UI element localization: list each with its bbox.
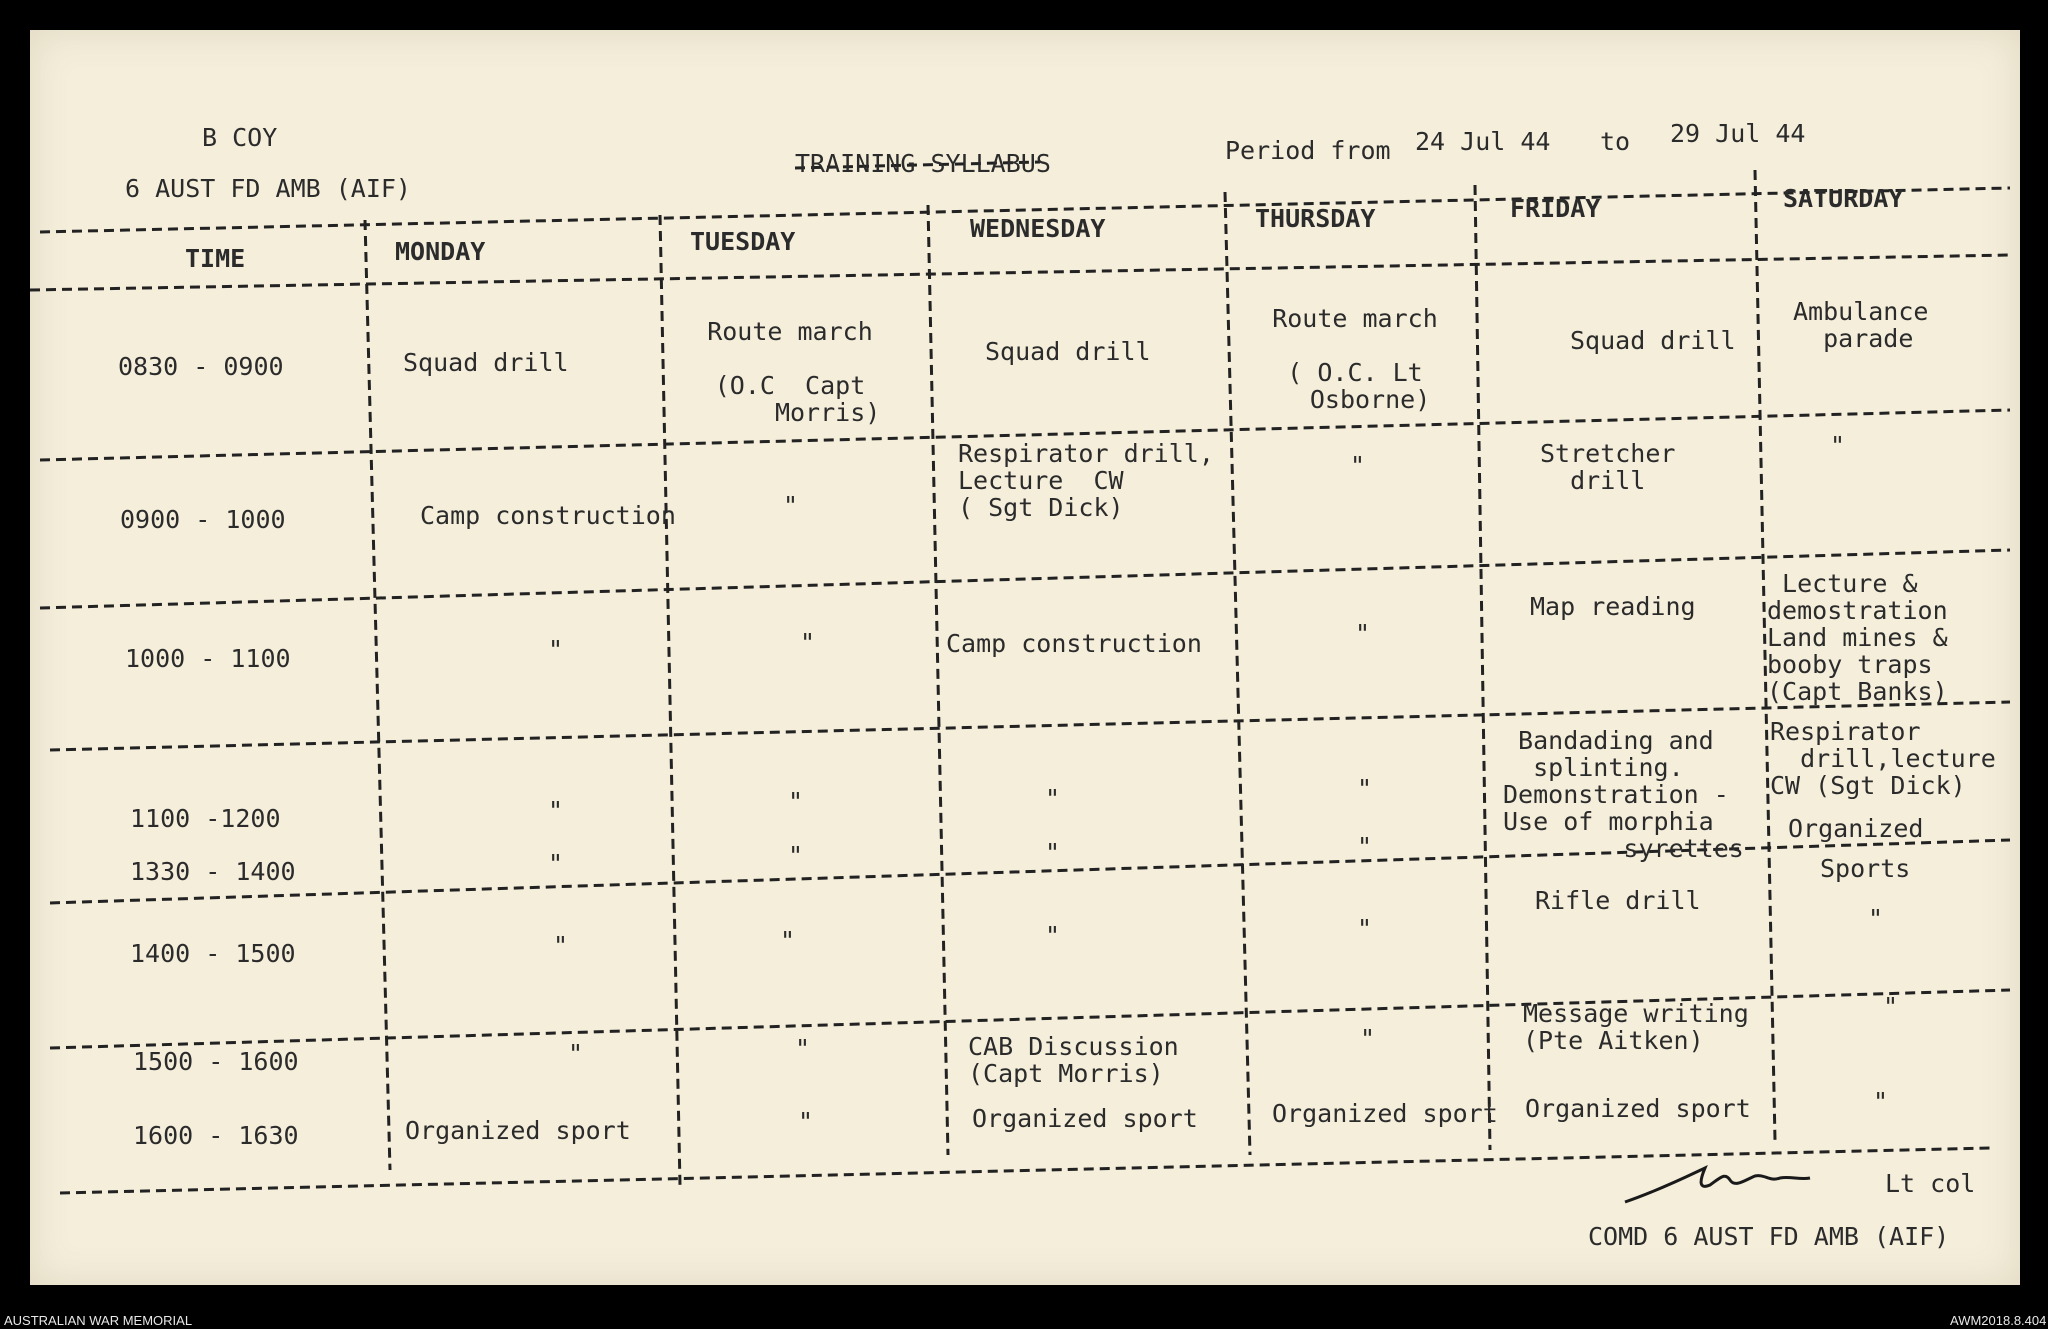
period-to: to: [1600, 127, 1631, 156]
cell-thursday-0830: Route march ( O.C. Lt Osborne): [1272, 304, 1438, 414]
ditto-mark: ": [1045, 784, 1061, 813]
column-header-time: TIME: [185, 244, 246, 273]
cell-wednesday-1600: Organized sport: [972, 1104, 1198, 1133]
cell-friday-1600: Organized sport: [1525, 1094, 1751, 1123]
signature: [1620, 1150, 1820, 1210]
company-label: B COY: [202, 123, 278, 152]
time-slot: 1600 - 1630: [133, 1121, 299, 1150]
column-header-wednesday: WEDNESDAY: [970, 214, 1106, 243]
time-slot: 1400 - 1500: [130, 939, 296, 968]
ditto-mark: ": [1873, 1087, 1889, 1116]
ditto-mark: ": [1357, 832, 1373, 861]
ditto-mark: ": [795, 1034, 811, 1063]
cell-thursday-1600: Organized sport: [1272, 1099, 1498, 1128]
time-slot: 1330 - 1400: [130, 857, 296, 886]
ditto-mark: ": [788, 841, 804, 870]
ditto-mark: ": [548, 796, 564, 825]
ditto-mark: ": [568, 1039, 584, 1068]
column-header-saturday: SATURDAY: [1783, 184, 1904, 213]
ditto-mark: ": [780, 926, 796, 955]
column-header-friday: FRIDAY: [1510, 194, 1601, 223]
cell-friday-0900: Stretcher drill: [1540, 439, 1676, 495]
time-slot: 0900 - 1000: [120, 505, 286, 534]
column-header-thursday: THURSDAY: [1255, 204, 1376, 233]
ditto-mark: ": [798, 1107, 814, 1136]
ditto-mark: ": [1360, 1024, 1376, 1053]
period-label: Period from: [1225, 136, 1391, 165]
signatory-title: COMD 6 AUST FD AMB (AIF): [1588, 1222, 1950, 1251]
cell-friday-1100: Bandading and splinting. Demonstration - Use of morphia syrettes: [1503, 726, 1744, 863]
ditto-mark: ": [788, 787, 804, 816]
ditto-mark: ": [553, 931, 569, 960]
time-slot: 1500 - 1600: [133, 1047, 299, 1076]
cell-saturday-1100-organized: Organized: [1788, 814, 1924, 843]
caption-reference: AWM2018.8.404: [1950, 1313, 2047, 1328]
cell-saturday-1330: Sports: [1820, 854, 1911, 883]
ditto-mark: ": [783, 491, 799, 520]
signatory-rank: Lt col: [1885, 1169, 1976, 1198]
ditto-mark: ": [548, 635, 564, 664]
cell-wednesday-0900: Respirator drill, Lecture CW ( Sgt Dick): [958, 439, 1214, 522]
document-title: TRAINING SYLLABUS: [795, 149, 1051, 178]
ditto-mark: ": [800, 628, 816, 657]
ditto-mark: ": [1830, 431, 1846, 460]
cell-friday-1500: Message writing (Pte Aitken): [1523, 999, 1749, 1055]
ditto-mark: ": [1045, 921, 1061, 950]
time-slot: 0830 - 0900: [118, 352, 284, 381]
cell-friday-0830: Squad drill: [1570, 326, 1736, 355]
cell-monday-0830: Squad drill: [403, 348, 569, 377]
cell-wednesday-0830: Squad drill: [985, 337, 1151, 366]
ditto-mark: ": [1357, 774, 1373, 803]
cell-friday-1000: Map reading: [1530, 592, 1696, 621]
cell-wednesday-1000: Camp construction: [946, 629, 1202, 658]
cell-tuesday-0830: Route march (O.C Capt Morris): [707, 317, 881, 427]
cell-wednesday-1500: CAB Discussion (Capt Morris): [968, 1032, 1179, 1088]
column-header-tuesday: TUESDAY: [690, 227, 796, 256]
cell-saturday-0830: Ambulance parade: [1793, 297, 1929, 353]
ditto-mark: ": [1883, 992, 1899, 1021]
time-slot: 1100 -1200: [130, 804, 281, 833]
ditto-mark: ": [1045, 838, 1061, 867]
column-header-monday: MONDAY: [395, 237, 486, 266]
unit-label: 6 AUST FD AMB (AIF): [125, 174, 411, 203]
ditto-mark: ": [548, 849, 564, 878]
period-start: 24 Jul 44: [1415, 127, 1551, 156]
time-slot: 1000 - 1100: [125, 644, 291, 673]
ditto-mark: ": [1350, 451, 1366, 480]
cell-friday-1400: Rifle drill: [1535, 886, 1701, 915]
ditto-mark: ": [1868, 904, 1884, 933]
caption-source: AUSTRALIAN WAR MEMORIAL: [4, 1313, 193, 1328]
period-end: 29 Jul 44: [1670, 119, 1806, 148]
cell-monday-0900: Camp construction: [420, 501, 676, 530]
ditto-mark: ": [1355, 619, 1371, 648]
cell-monday-1600: Organized sport: [405, 1116, 631, 1145]
ditto-mark: ": [1357, 914, 1373, 943]
cell-saturday-1000: Lecture & demostration Land mines & booby traps (Capt Banks): [1767, 569, 1948, 706]
cell-saturday-1100: Respirator drill,lecture CW (Sgt Dick): [1770, 717, 1996, 800]
